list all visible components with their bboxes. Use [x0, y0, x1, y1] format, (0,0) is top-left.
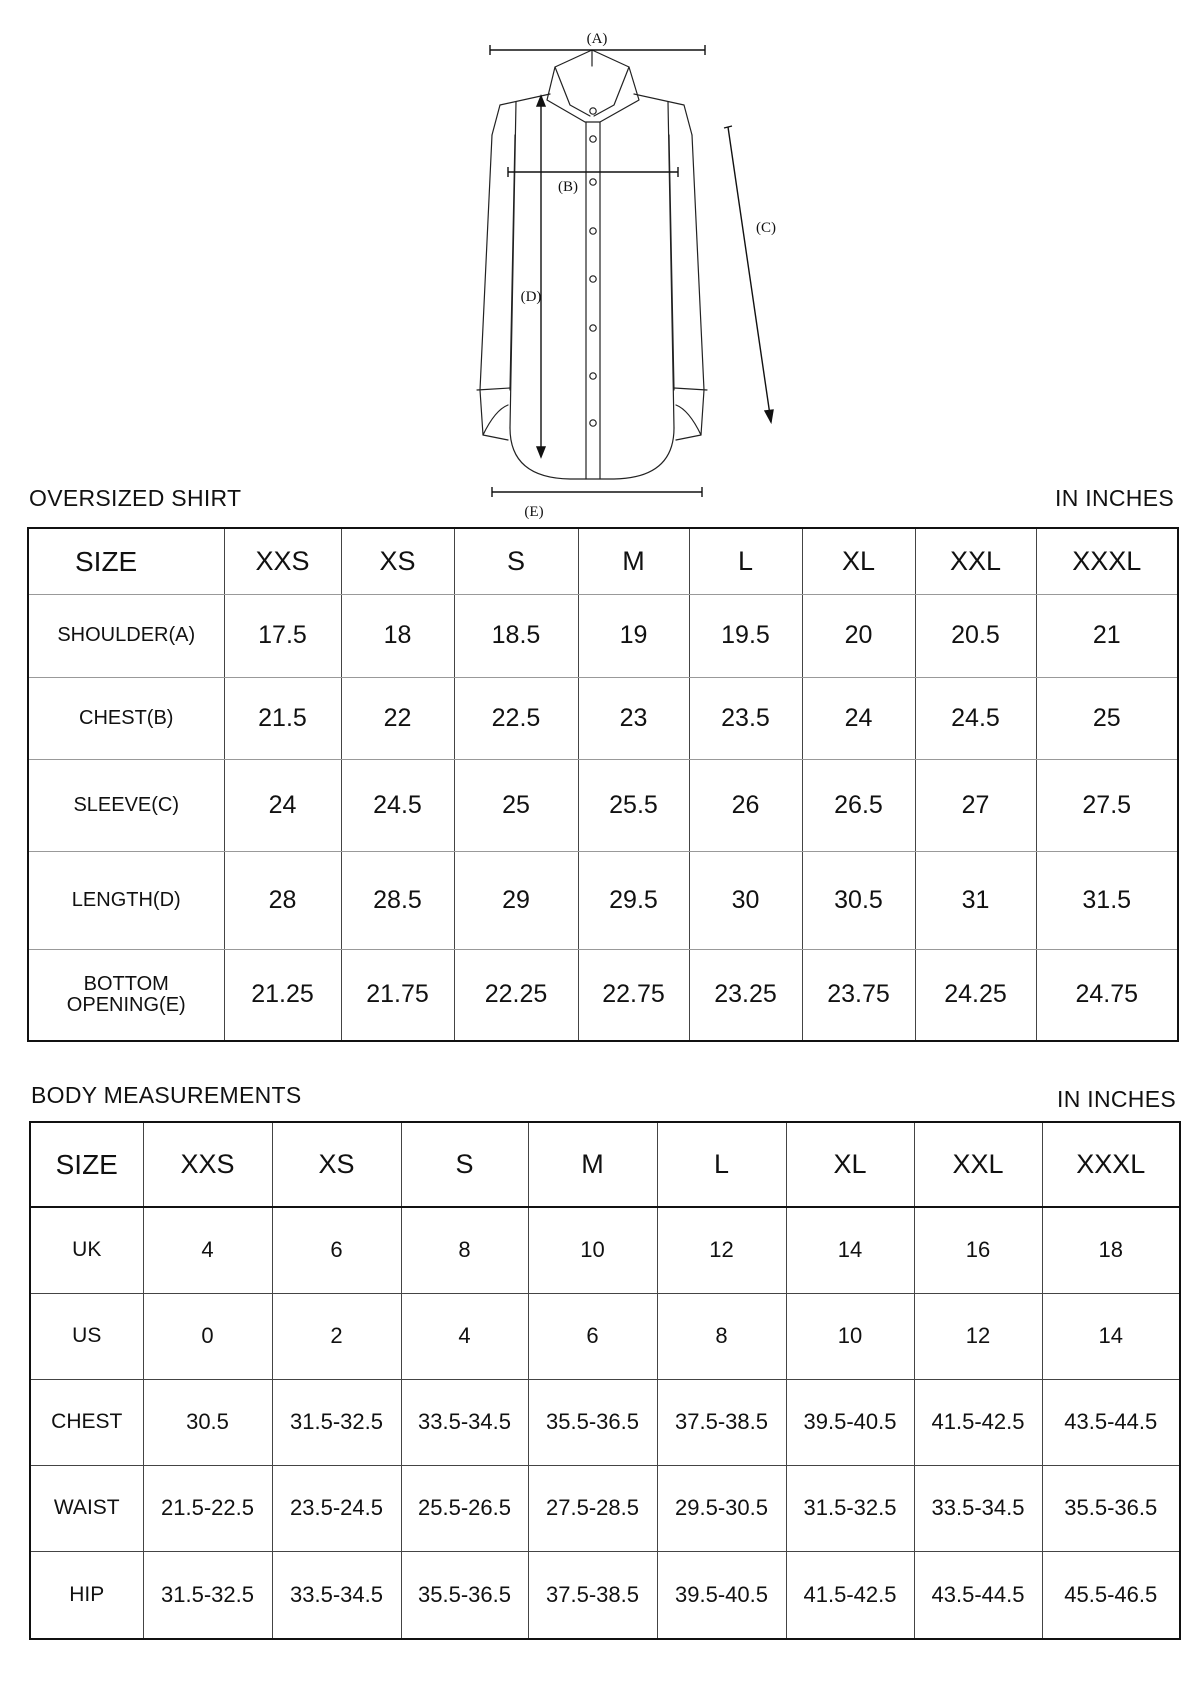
size-column-header: XXXL	[1042, 1122, 1180, 1207]
table-cell: 24	[224, 759, 341, 851]
size-column-header: XS	[272, 1122, 401, 1207]
table-cell: 29	[454, 851, 578, 949]
table-cell: 24.75	[1075, 980, 1139, 1009]
row-label	[28, 949, 224, 1041]
row-label: SHOULDER(A)	[28, 594, 224, 677]
table-cell: 8	[401, 1207, 528, 1293]
table-cell: 23	[578, 677, 689, 759]
table-cell: 28.5	[341, 851, 454, 949]
table-row	[28, 851, 1178, 949]
measurement-label-e: (E)	[524, 504, 544, 520]
table-cell: 30	[689, 851, 802, 949]
table-cell: 22.25	[454, 949, 578, 1041]
table-cell: 27.5-28.5	[528, 1465, 657, 1551]
table-cell: 27.5	[1036, 759, 1178, 851]
table-cell: 27	[915, 759, 1036, 851]
table-cell: 22	[341, 677, 454, 759]
table-cell: 20	[802, 594, 915, 677]
table-cell: 45.5-46.5	[1064, 1581, 1158, 1607]
size-column-header: L	[657, 1122, 786, 1207]
table-cell: 22.5	[454, 677, 578, 759]
table-cell: 33.5-34.5	[272, 1551, 401, 1639]
body-unit-label: IN INCHES	[1057, 1086, 1176, 1112]
row-label-line: BOTTOM	[83, 972, 169, 995]
table-cell: 23.5-24.5	[272, 1465, 401, 1551]
table-cell: 19.5	[689, 594, 802, 677]
row-label: UK	[30, 1207, 143, 1293]
table-cell: 39.5-40.5	[657, 1551, 786, 1639]
table-cell: 21.5-22.5	[143, 1465, 272, 1551]
size-column-header: S	[454, 528, 578, 594]
table-cell: 39.5-40.5	[786, 1379, 914, 1465]
shirt-drawing	[477, 50, 707, 479]
size-column-header: XS	[341, 528, 454, 594]
table-cell: 21.75	[341, 949, 454, 1041]
size-column-header: XXXL	[1036, 528, 1178, 594]
row-label: LENGTH(D)	[28, 851, 224, 949]
table-cell: 37.5-38.5	[657, 1379, 786, 1465]
table-row	[28, 594, 1178, 677]
measurement-label-b: (B)	[558, 179, 578, 195]
shirt-outline-illustration	[430, 10, 810, 520]
table-cell: 8	[657, 1293, 786, 1379]
table-cell: 6	[272, 1207, 401, 1293]
size-column-header: S	[401, 1122, 528, 1207]
size-column-header: XXS	[224, 528, 341, 594]
measurement-label-c: (C)	[756, 220, 776, 236]
row-label: SLEEVE(C)	[28, 759, 224, 851]
size-header-label: SIZE	[28, 528, 224, 594]
table-cell: 21.5	[224, 677, 341, 759]
row-label: HIP	[30, 1551, 143, 1639]
table-cell: 22.75	[578, 949, 689, 1041]
row-label-line: OPENING(E)	[66, 993, 186, 1016]
size-column-header: M	[528, 1122, 657, 1207]
table-cell: 14	[786, 1207, 914, 1293]
shirt-section-title: OVERSIZED SHIRT	[29, 485, 242, 511]
table-row	[30, 1465, 1180, 1551]
table-cell: 43.5-44.5	[1042, 1379, 1180, 1465]
table-cell: 31	[915, 851, 1036, 949]
measurement-label-a: (A)	[586, 31, 608, 47]
table-cell: 25	[454, 759, 578, 851]
table-cell: 25	[1036, 677, 1178, 759]
table-cell: 10	[786, 1293, 914, 1379]
table-cell: 24.5	[341, 759, 454, 851]
table-cell: 18.5	[454, 594, 578, 677]
size-column-header: XXS	[143, 1122, 272, 1207]
size-column-header: XXL	[915, 528, 1036, 594]
table-cell: 12	[657, 1207, 786, 1293]
size-column-header: XL	[802, 528, 915, 594]
size-column-header: L	[689, 528, 802, 594]
table-cell: 18	[1042, 1207, 1180, 1293]
shirt-size-table	[27, 527, 1179, 1042]
size-column-header: M	[578, 528, 689, 594]
table-cell: 4	[143, 1207, 272, 1293]
table-cell: 10	[528, 1207, 657, 1293]
table-cell: 31.5-32.5	[143, 1551, 272, 1639]
table-cell: 18	[341, 594, 454, 677]
shirt-measurement-diagram	[430, 10, 810, 520]
table-cell: 29.5-30.5	[657, 1465, 786, 1551]
table-cell: 29.5	[578, 851, 689, 949]
table-cell: 25.5	[578, 759, 689, 851]
table-cell: 6	[528, 1293, 657, 1379]
table-cell: 31.5-32.5	[786, 1465, 914, 1551]
size-header-label: SIZE	[30, 1122, 143, 1207]
table-row	[28, 949, 1178, 1041]
table-cell: 43.5-44.5	[914, 1551, 1042, 1639]
table-header-row	[28, 528, 1178, 594]
table-row	[30, 1293, 1180, 1379]
row-label: CHEST(B)	[28, 677, 224, 759]
table-cell: 41.5-42.5	[786, 1551, 914, 1639]
table-cell: 30.5	[802, 851, 915, 949]
table-cell: 31.5	[1036, 851, 1178, 949]
table-row	[30, 1379, 1180, 1465]
table-cell: 0	[143, 1293, 272, 1379]
table-cell: 35.5-36.5	[401, 1551, 528, 1639]
table-cell: 21.25	[224, 949, 341, 1041]
table-cell: 12	[914, 1293, 1042, 1379]
table-cell: 33.5-34.5	[401, 1379, 528, 1465]
table-cell: 19	[578, 594, 689, 677]
table-cell: 21	[1036, 594, 1178, 677]
table-cell: 33.5-34.5	[914, 1465, 1042, 1551]
body-section-title: BODY MEASUREMENTS	[31, 1082, 302, 1108]
table-cell: 24.5	[915, 677, 1036, 759]
size-column-header: XXL	[914, 1122, 1042, 1207]
row-label: CHEST	[30, 1379, 143, 1465]
table-cell: 28	[224, 851, 341, 949]
table-cell: 35.5-36.5	[1042, 1465, 1180, 1551]
measurement-lines	[490, 45, 773, 497]
table-row	[28, 677, 1178, 759]
table-cell: 4	[401, 1293, 528, 1379]
table-cell: 41.5-42.5	[914, 1379, 1042, 1465]
table-cell: 23.75	[802, 949, 915, 1041]
table-row	[30, 1207, 1180, 1293]
row-label: WAIST	[30, 1465, 143, 1551]
table-cell: 26	[689, 759, 802, 851]
table-cell: 23.5	[689, 677, 802, 759]
measurement-label-d: (D)	[520, 289, 542, 305]
shirt-unit-label: IN INCHES	[1055, 485, 1174, 511]
table-cell: 23.25	[689, 949, 802, 1041]
table-cell: 24.25	[915, 949, 1036, 1041]
table-cell: 16	[914, 1207, 1042, 1293]
row-label: US	[30, 1293, 143, 1379]
body-size-table	[29, 1121, 1181, 1640]
table-cell: 2	[272, 1293, 401, 1379]
table-cell: 24	[802, 677, 915, 759]
size-column-header: XL	[786, 1122, 914, 1207]
table-cell: 14	[1042, 1293, 1180, 1379]
table-cell: 26.5	[802, 759, 915, 851]
table-row	[30, 1551, 1180, 1639]
table-cell: 25.5-26.5	[401, 1465, 528, 1551]
table-cell: 30.5	[143, 1379, 272, 1465]
table-header-row	[30, 1122, 1180, 1207]
table-row	[28, 759, 1178, 851]
table-cell: 35.5-36.5	[528, 1379, 657, 1465]
table-cell: 31.5-32.5	[272, 1379, 401, 1465]
table-cell: 20.5	[915, 594, 1036, 677]
table-cell: 37.5-38.5	[528, 1551, 657, 1639]
table-cell: 17.5	[224, 594, 341, 677]
